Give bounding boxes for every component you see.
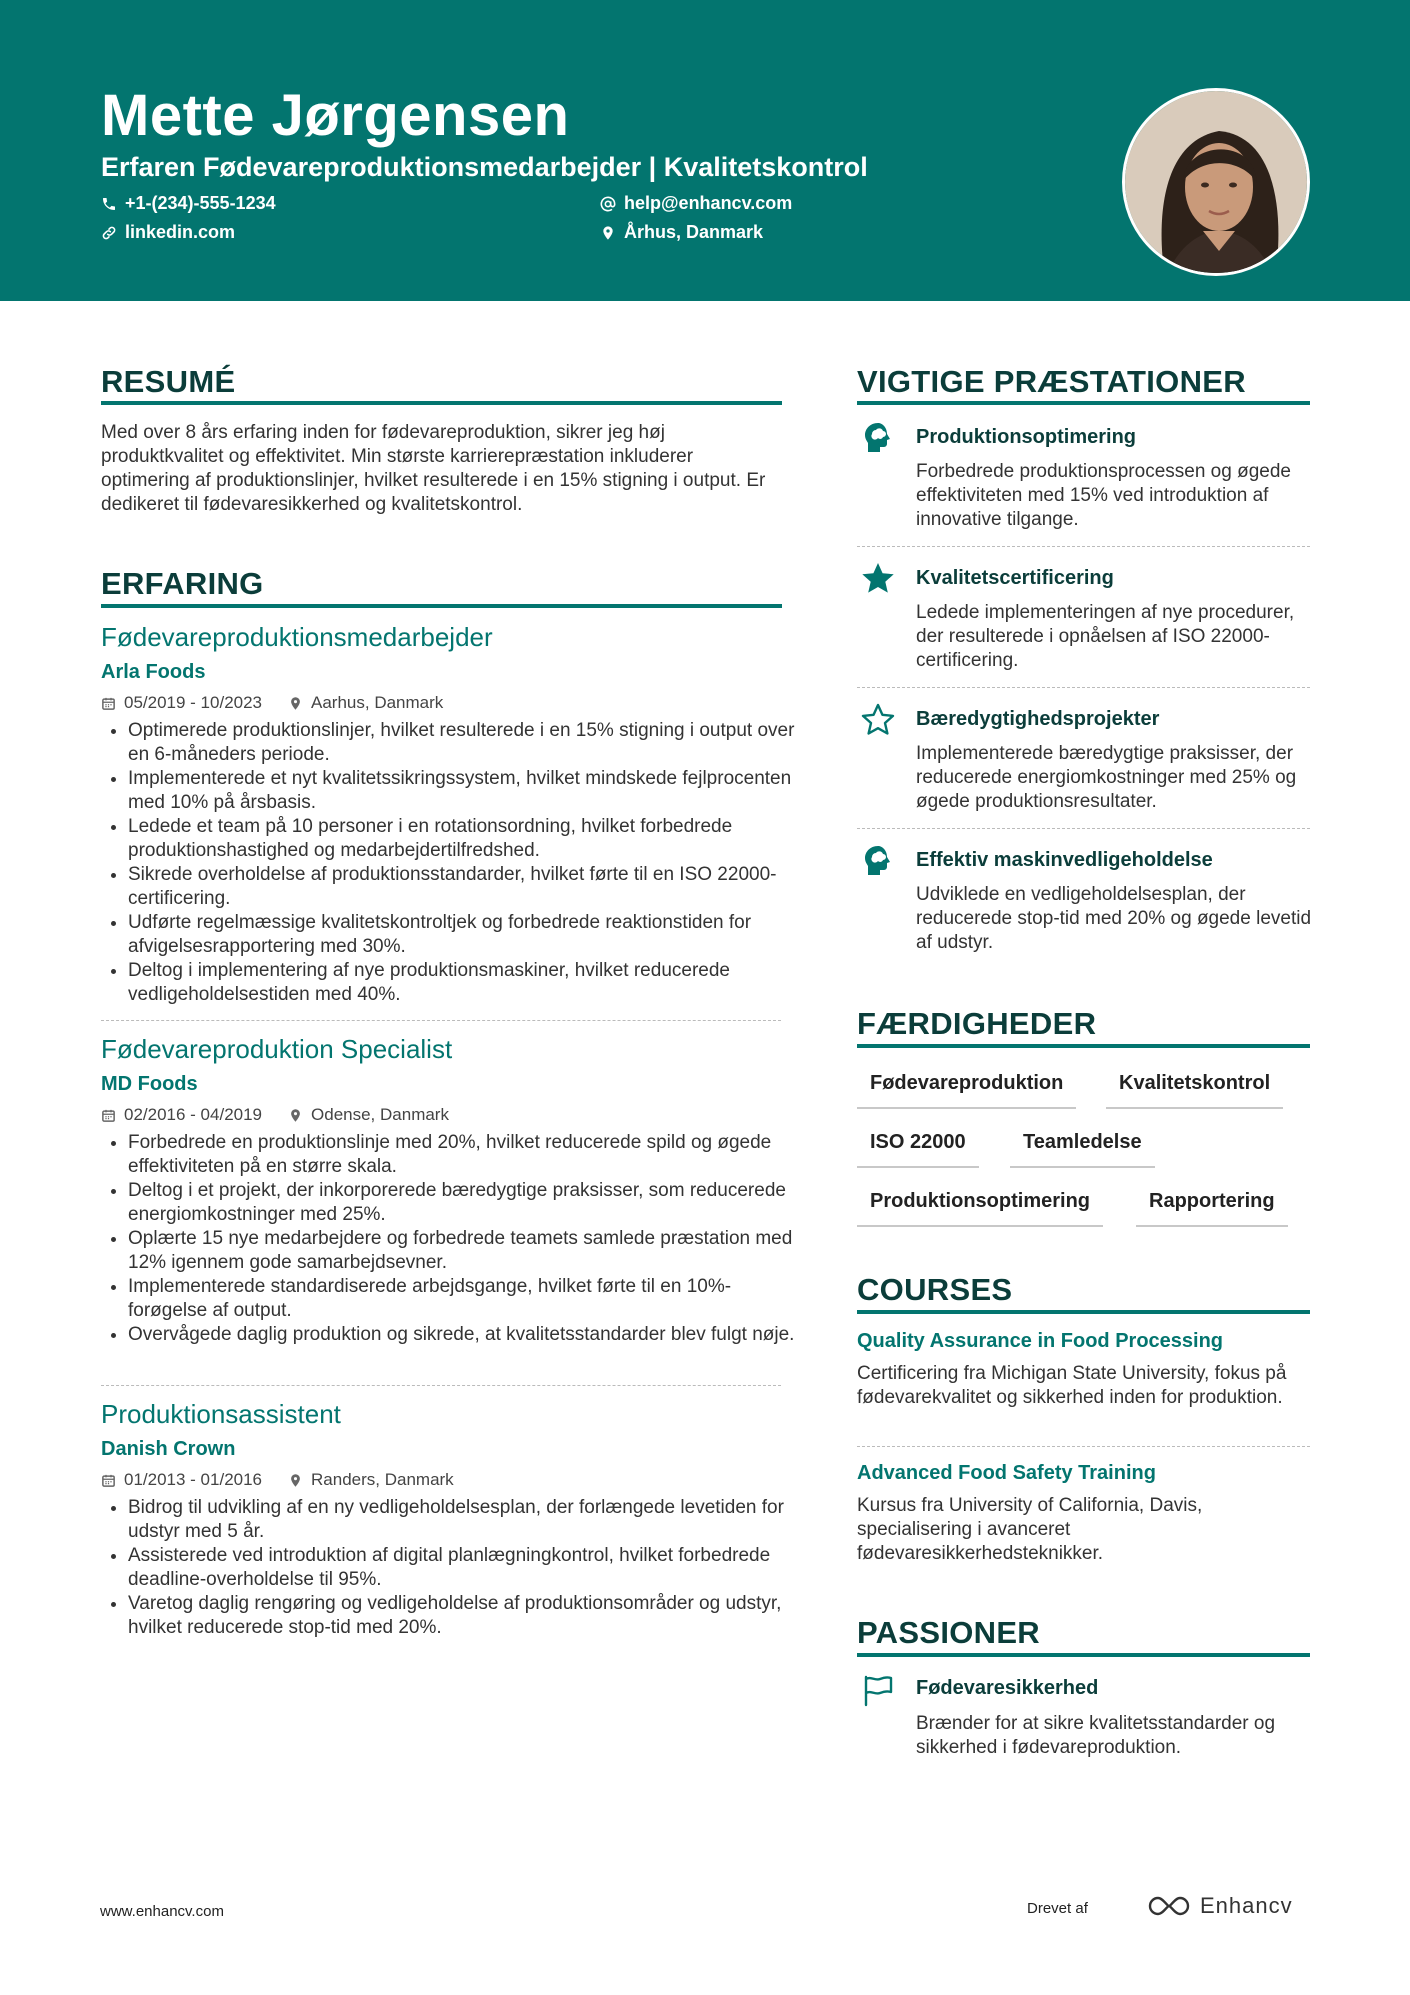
footer-powered-by: Drevet af — [1027, 1900, 1088, 1917]
job-bullet: • Assisterede ved introduktion af digital planlægningkontrol, hvilket forbedrede deadline-overholdelse til 95%. — [128, 1544, 808, 1592]
job-bullet: • Deltog i et projekt, der inkorporerede bæredygtige praksisser, som reducerede energiomkostninger med 25%. — [128, 1179, 808, 1227]
linkedin-text: linkedin.com — [125, 222, 236, 242]
calendar-icon — [101, 1108, 116, 1123]
achievements-divider — [857, 401, 1310, 405]
phone-text: +1-(234)-555-1234 — [125, 193, 276, 213]
location-pin-icon — [288, 1473, 303, 1488]
location-text: Århus, Danmark — [624, 222, 764, 242]
job-bullet: • Varetog daglig rengøring og vedligeholdelse af produktionsområder og udstyr, hvilket reducerede stop-tid med 20%. — [128, 1592, 808, 1640]
location-contact — [600, 222, 763, 243]
email-contact[interactable] — [600, 193, 792, 214]
job-bullet: • Deltog i implementering af nye produktionsmaskiner, hvilket reducerede vedligeholdelsestiden med 40%. — [128, 959, 808, 1007]
passion-title: Fødevaresikkerhed — [916, 1677, 1099, 1699]
achievement-separator — [857, 828, 1310, 829]
skill-tag: ISO 22000 — [857, 1131, 979, 1168]
achievement-text: Udviklede en vedligeholdelsesplan, der reducerede stop-tid med 20% og øgede levetid af udstyr. — [916, 884, 1312, 953]
job-bullets — [101, 719, 808, 1007]
experience-divider — [101, 604, 782, 608]
job-bullet: • Ledede et team på 10 personer i en rotationsordning, hvilket forbedrede produktionshastighed og medarbejdertilfredshed. — [128, 815, 808, 863]
job-bullet: • Udførte regelmæssige kvalitetskontroltjek og forbedrede reaktionstiden for afvigelsesrapportering med 30%. — [128, 911, 808, 959]
skill-tag: Teamledelse — [1010, 1131, 1155, 1168]
header-banner — [0, 0, 1410, 301]
job-bullet: • Oplærte 15 nye medarbejdere og forbedrede teamets samlede præstation med 12% igennem gode samarbejdsevner. — [128, 1227, 808, 1275]
course-text: Kursus fra University of California, Davis, specialisering i avanceret fødevaresikkerhedsteknikker. — [857, 1495, 1203, 1564]
linkedin-contact[interactable] — [101, 222, 235, 243]
achievement-title: Produktionsoptimering — [916, 426, 1136, 448]
job-dates: 01/2013 - 01/2016 — [124, 1470, 263, 1489]
calendar-icon — [101, 1473, 116, 1488]
job-bullet: • Implementerede et nyt kvalitetssikringssystem, hvilket mindskede fejlprocenten med 10% på årsbasis. — [128, 767, 808, 815]
job-bullet: • Implementerede standardiserede arbejdsgange, hvilket førte til en 10%-forøgelse af output. — [128, 1275, 808, 1323]
summary-heading: RESUMÉ — [101, 364, 236, 399]
candidate-headline: Erfaren Fødevareproduktionsmedarbejder | Kvalitetskontrol — [101, 152, 868, 182]
achievement-separator — [857, 687, 1310, 688]
job-company: Arla Foods — [101, 661, 206, 683]
job-role: Fødevareproduktion Specialist — [101, 1034, 453, 1064]
passion-text: Brænder for at sikre kvalitetsstandarder og sikkerhed i fødevareproduktion. — [916, 1713, 1276, 1758]
experience-heading: ERFARING — [101, 566, 264, 601]
job-separator — [101, 1385, 781, 1386]
phone-icon — [101, 196, 117, 212]
footer-website[interactable]: www.enhancv.com — [100, 1903, 224, 1920]
achievements-heading: VIGTIGE PRÆSTATIONER — [857, 364, 1246, 399]
skill-tag: Produktionsoptimering — [857, 1190, 1103, 1227]
star-filled-icon — [860, 561, 896, 597]
candidate-name: Mette Jørgensen — [101, 83, 570, 148]
course-title: Advanced Food Safety Training — [857, 1462, 1156, 1484]
achievement-title: Kvalitetscertificering — [916, 567, 1114, 589]
location-pin-icon — [288, 1108, 303, 1123]
infinity-logo-icon — [1146, 1894, 1192, 1918]
job-meta — [101, 693, 443, 713]
achievement-text: Forbedrede produktionsprocessen og øgede effektiviteten med 15% ved introduktion af innovative tilgange. — [916, 461, 1291, 530]
skills-heading: FÆRDIGHEDER — [857, 1006, 1097, 1041]
passions-divider — [857, 1653, 1310, 1657]
enhancv-brand-text: Enhancv — [1200, 1893, 1293, 1918]
skill-tag: Fødevareproduktion — [857, 1072, 1076, 1109]
email-text: help@enhancv.com — [624, 193, 793, 213]
at-icon — [600, 196, 616, 212]
achievement-title: Bæredygtighedsprojekter — [916, 708, 1160, 730]
head-brain-icon — [860, 843, 896, 879]
job-bullet: • Bidrog til udvikling af en ny vedligeholdelsesplan, der forlængede levetiden for udstyr med 5 år. — [128, 1496, 808, 1544]
job-bullet: • Optimerede produktionslinjer, hvilket resulterede i en 15% stigning i output over en 6-måneders periode. — [128, 719, 808, 767]
flag-icon — [860, 1672, 896, 1708]
achievement-title: Effektiv maskinvedligeholdelse — [916, 849, 1213, 871]
achievement-separator — [857, 546, 1310, 547]
job-bullet: • Sikrede overholdelse af produktionsstandarder, hvilket førte til en ISO 22000-certificering. — [128, 863, 808, 911]
job-dates: 05/2019 - 10/2023 — [124, 693, 263, 712]
achievement-text: Ledede implementeringen af nye procedurer, der resulterede i opnåelsen af ISO 22000-certificering. — [916, 602, 1295, 671]
summary-text: Med over 8 års erfaring inden for fødevareproduktion, sikrer jeg høj produktkvalitet og effektivitet. Min største karrierepræstation inkluderer optimering af produktionslinjer, hvilket resulterede i en 15% stigning i output. Er dedikeret til fødevaresikkerhed og kvalitetskontrol. — [101, 422, 766, 515]
job-bullet: • Forbedrede en produktionslinje med 20%, hvilket reducerede spild og øgede effektiviteten på en større skala. — [128, 1131, 808, 1179]
location-pin-icon — [288, 696, 303, 711]
job-bullet: • Overvågede daglig produktion og sikrede, at kvalitetsstandarder blev fulgt nøje. — [128, 1323, 808, 1347]
courses-heading: COURSES — [857, 1272, 1013, 1307]
enhancv-logo[interactable] — [1146, 1893, 1293, 1919]
course-text: Certificering fra Michigan State University, fokus på fødevarekvalitet og sikkerhed inden for produktion. — [857, 1363, 1287, 1408]
job-location: Odense, Danmark — [311, 1105, 449, 1124]
course-separator — [857, 1446, 1310, 1447]
summary-divider — [101, 401, 782, 405]
course-title: Quality Assurance in Food Processing — [857, 1330, 1224, 1352]
job-role: Fødevareproduktionsmedarbejder — [101, 622, 493, 652]
job-meta — [101, 1105, 449, 1125]
calendar-icon — [101, 696, 116, 711]
job-location: Aarhus, Danmark — [311, 693, 444, 712]
profile-photo — [1122, 88, 1310, 276]
job-bullets — [101, 1496, 808, 1640]
courses-divider — [857, 1310, 1310, 1314]
phone-contact[interactable] — [101, 193, 276, 214]
achievement-text: Implementerede bæredygtige praksisser, der reducerede energiomkostninger med 25% og øgede produktionsresultater. — [916, 743, 1297, 812]
job-company: MD Foods — [101, 1073, 198, 1095]
job-separator — [101, 1020, 781, 1021]
skill-tag: Kvalitetskontrol — [1106, 1072, 1283, 1109]
job-dates: 02/2016 - 04/2019 — [124, 1105, 263, 1124]
job-bullets — [101, 1131, 808, 1347]
head-brain-icon — [860, 420, 896, 456]
star-outline-icon — [860, 702, 896, 738]
job-location: Randers, Danmark — [311, 1470, 454, 1489]
job-role: Produktionsassistent — [101, 1399, 341, 1429]
link-icon — [101, 225, 117, 241]
location-pin-icon — [600, 225, 616, 241]
job-meta — [101, 1470, 454, 1490]
passions-heading: PASSIONER — [857, 1615, 1040, 1650]
skills-divider — [857, 1044, 1310, 1048]
job-company: Danish Crown — [101, 1438, 236, 1460]
skill-tag: Rapportering — [1136, 1190, 1288, 1227]
